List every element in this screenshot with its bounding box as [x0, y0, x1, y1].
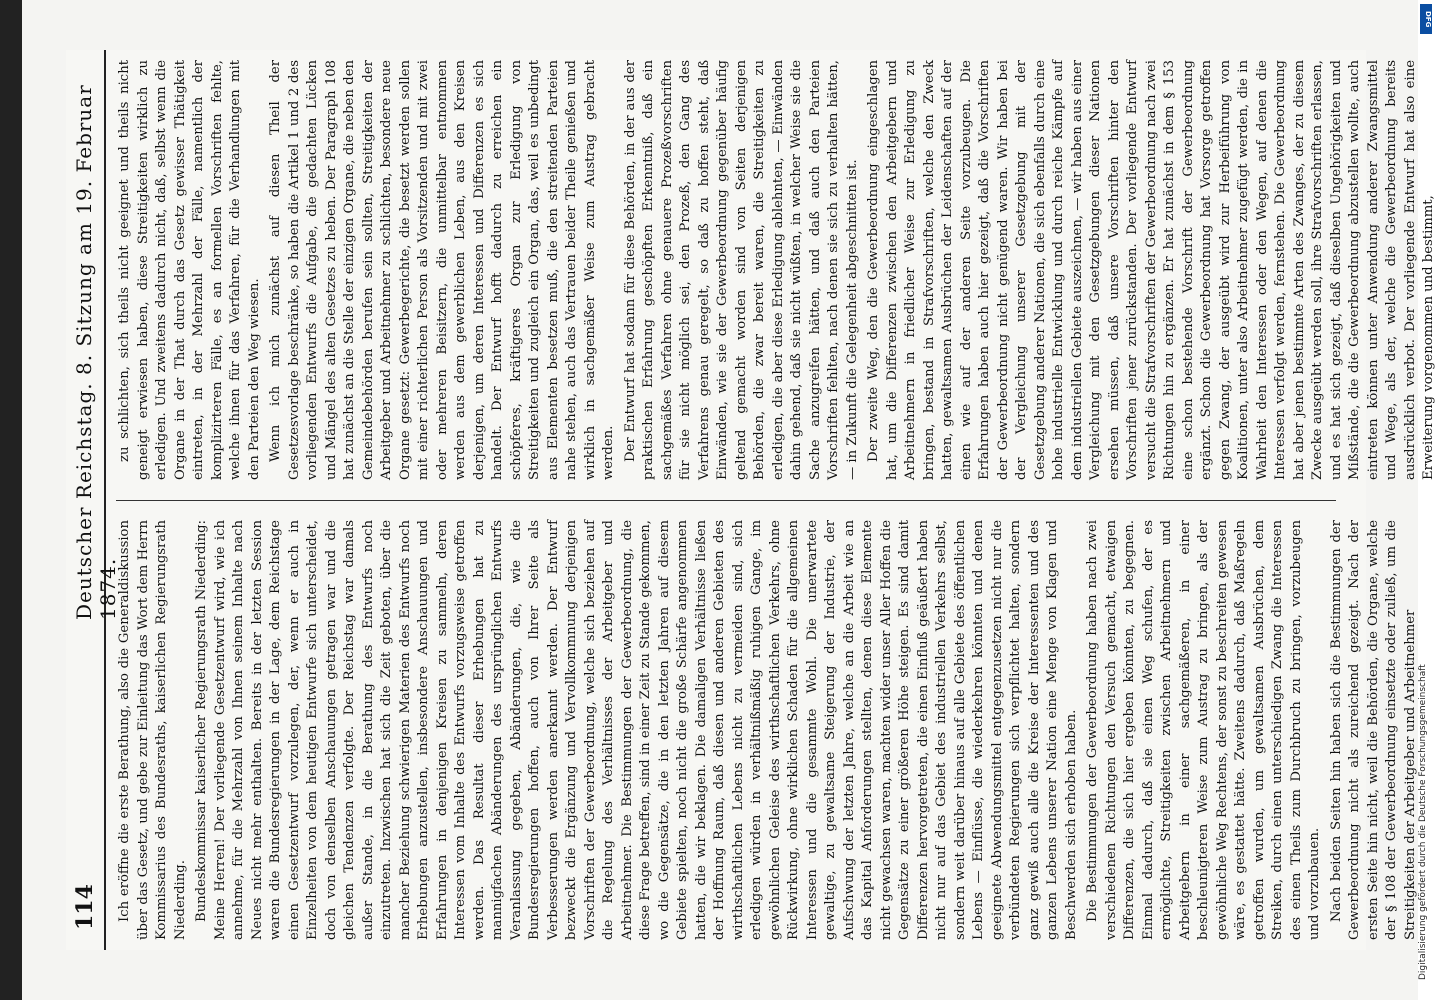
paragraph: Nach beiden Seiten hin haben sich die Bestimmungen der Gewerbeordnung nicht als zureichend gezeigt. Nach der ersten Seite hin nicht, weil die Behörden, die Organe, welche der § 108 der Gewerbeordnung einsetzte oder zuließ, um die Streitigkeiten der Arbeitgeber und Arbeitnehmer	[1328, 520, 1418, 940]
dfg-logo: DFG	[1420, 4, 1432, 34]
left-column	[116, 520, 1418, 940]
paragraph: Die Bestimmungen der Gewerbeordnung haben nach zwei verschiedenen Richtungen den Versuch gemacht, etwaigen Differenzen, die sich hier ergeben könnten, zu begegnen. Einmal dadurch, daß sie einen Weg schufen, der es ermöglichte, Streitigkeiten zwischen Arbeitnehmern und Arbeitgebern in einer sachgemäßeren, in einer beschleunigteren Weise zum Austrag zu bringen, als der gewöhnliche Weg Rechtens, der sonst zu beschreiten gewesen wäre, es gestattet hätte. Zweitens dadurch, daß Maßregeln getroffen wurden, um gewaltsamen Ausbrüchen, dem Streiken, durch einen unterschiedigen Zwang die Interessen des einen Theils zum Durchbruch zu bringen, vorzubeugen und vorzubauen.	[1085, 520, 1322, 940]
digitization-stamp	[1418, 20, 1432, 980]
paragraph: zu schlichten, sich theils nicht geeignet und theils nicht geneigt erwiesen haben, diese Streitigkeiten wirklich zu erledigen. Und zweitens dadurch nicht, daß, selbst wenn die Organe in der That durch das Gesetz gewisser Thätigkeit eintreten, in der Mehrzahl der Fälle, namentlich der komplizirteren Fälle, es an formellen Vorschriften fehlte, welche ihnen für das Verfahren, für die Verhandlungen mit den Parteien den Weg wiesen.	[117, 60, 262, 480]
column-divider	[116, 500, 1336, 501]
paragraph: Wenn ich mich zunächst auf diesen Theil der Gesetzesvorlage beschränke, so haben die Artikel 1 und 2 des vorliegenden Entwurfs die Aufgabe, die gedachten Lücken und Mängel des alten Gesetzes zu heben. Der Paragraph 108 hat zunächst an die Stelle der einzigen Organe, die neben den Gemeindebehörden berufen sein sollten, Streitigkeiten der Arbeitgeber und Arbeitnehmer zu schlichten, besondere neue Organe gesetzt: Gewerbegerichte, die besetzt werden sollen mit einer richterlichen Person als Vorsitzenden und mit zwei oder mehreren Beisitzern, die unmittelbar entnommen werden aus dem gewerblichen Leben, aus den Kreisen derjenigen, um deren Interessen und Differenzen es sich handelt. Der Entwurf hofft dadurch zu erreichen ein schöpferes, kräftigeres Organ zur Erledigung von Streitigkeiten und zugleich ein Organ, das, weil es unbedingt aus Elementen besetzen muß, die den streitenden Parteien nahe stehen, auch das Vertrauen beider Theile genießen und wirklich in sachgemäßer Weise zum Austrag gebracht werden.	[268, 60, 616, 480]
paragraph: Der zweite Weg, den die Gewerbeordnung eingeschlagen hat, um die Differenzen zwischen den Arbeitgebern und Arbeitnehmern in friedlicher Weise zur Erledigung zu bringen, bestand in Strafvorschriften, welche den Zweck hatten, gewaltsamen Ausbrüchen der Leidenschaften auf der einen wie auf der anderen Seite vorzubeugen. Die Erfahrungen haben auch hier gezeigt, daß die Vorschriften der Gewerbeordnung nicht genügend waren. Wir haben bei der Vergleichung unserer Gesetzgebung mit der Gesetzgebung anderer Nationen, die sich ebenfalls durch eine hohe industrielle Entwicklung und durch reiche Kämpfe auf dem industriellen Gebiete auszeichnen, — wir haben aus einer Vergleichung mit den Gesetzgebungen dieser Nationen ersehen müssen, daß unsere Vorschriften hinter den Vorschriften jener zurückstanden. Der vorliegende Entwurf versucht die Strafvorschriften der Gewerbeordnung nach zwei Richtungen hin zu ergänzen. Er hat zunächst in dem § 153 eine schon bestehende Vorschrift der Gewerbeordnung ergänzt. Schon die Gewerbeordnung hat Vorsorge getroffen gegen Zwang, der ausgeübt wird zur Herbeiführung von Koalitionen, unter also Arbeitnehmer zugefügt werden, die in Wahrheit den Interessen oder den Wegen, auf denen die Interessen verfolgt werden, fernstehen. Die Gewerbeordnung hat aber jenen bestimmte Arten des Zwanges, der zu diesem Zwecke ausgeübt werden soll, ihre Strafvorschriften erlassen, und es hat sich gezeigt, daß dieselben Ungehörigkeiten und Mißstände, die die Gewerbeordnung abzustellen wollte, auch eintreten können unter Anwendung anderer Zwangsmittel und Wege, als der, welche die Gewerbeordnung bereits ausdrücklich verbot. Der vorliegende Entwurf hat also eine Erweiterung vorgenommen und bestimmt,	[866, 60, 1436, 480]
stamp-text: Digitalisierung gefördert durch die Deutsche Forschungsgemeinschaft	[1418, 664, 1428, 980]
page-number: 114	[72, 884, 98, 930]
right-column	[116, 60, 1436, 480]
paragraph: Der Entwurf hat sodann für diese Behörden, in der aus der praktischen Erfahrung geschöpften Erkenntniß, daß ein sachgemäßes Verfahren ohne genauere Prozeßvorschriften für sie nicht möglich sei, den Prozeß, den Gang des Verfahrens genau geregelt, so daß zu hoffen steht, daß Einwänden, wie sie der Gewerbeordnung gegenüber häufig geltend gemacht worden sind von Seiten derjenigen Behörden, die zwar bereit waren, die Streitigkeiten zu erledigen, die aber diese Erledigung ablehnten, — Einwänden dahin gehend, daß sie nicht wüßten, in welcher Weise sie die Sache anzugreifen hätten, und daß auch den Parteien Vorschriften fehlten, nach denen sie sich zu verhalten hätten, — in Zukunft die Gelegenheit abgeschnitten ist.	[622, 60, 860, 480]
page-title: Deutscher Reichstag. 8. Sitzung am 19. Februar 1874.	[72, 84, 120, 620]
paragraph: Bundeskommissar kaiserlicher Regierungsrath Niederding: Meine Herren! Der vorliegende Gesetzentwurf wird, wie ich annehme, für die Mehrzahl von Ihnen seinem Inhalte nach Neues nicht mehr enthalten. Bereits in der letzten Session waren die Bundesregierungen in der Lage, dem Reichstage einen Gesetzentwurf vorzulegen, der, wenn er auch in Einzelheiten von dem heutigen Entwurfe sich unterscheidet, doch von denselben Anschauungen getragen war und die gleichen Tendenzen verfolgte. Der Reichstag war damals außer Stande, in die Berathung des Entwurfs noch einzutreten. Inzwischen hat sich die Zeit geboten, über die mancher Beziehung schwierigen Materien des Entwurfs noch Erhebungen anzustellen, insbesondere Anschauungen und Erfahrungen in denjenigen Kreisen zu sammeln, deren Interessen vom Inhalte des Entwurfs vorzugsweise getroffen werden. Das Resultat dieser Erhebungen hat zu mannigfachen Abänderungen des ursprünglichen Entwurfs Veranlassung gegeben, Abänderungen, die, wie die Bundesregierungen hoffen, auch von Ihrer Seite als Verbesserungen werden anerkannt werden. Der Entwurf bezweckt die Ergänzung und Vervollkommnung derjenigen Vorschriften der Gewerbeordnung, welche sich beziehen auf die Regelung des Verhältnisses der Arbeitgeber und Arbeitnehmer. Die Bestimmungen der Gewerbeordnung, die diese Frage betreffen, sind in einer Zeit zu Stande gekommen, wo die Gegensätze, die in den letzten Jahren auf diesem Gebiete spielten, noch nicht die große Schärfe angenommen hatten, die wir beklagen. Die damaligen Verhältnisse ließen der Hoffnung Raum, daß diesen und anderen Gebieten des wirthschaftlichen Lebens nicht zu vermeiden sind, sich erledigen würden in verhältnißmäßig ruhigen Gange, im gewöhnlichen Geleise des wirthschaftlichen Verkehrs, ohne Rückwirkung, ohne wirklichen Schaden für die allgemeinen Interessen und die gesammte Wohl. Die unerwartete gewaltige, zu gewaltsame Steigerung der Industrie, der Aufschwung der letzten Jahre, welche an die Arbeit wie an das Kapital Anforderungen stellten, denen diese Elemente nicht gewachsen waren, machten wider unser Aller Hoffen die Gegensätze zu einer größeren Höhe steigen. Es sind damit Differenzen hervorgetreten, die einen Einfluß geäußert haben nicht nur auf das Gebiet des industriellen Verkehrs selbst, sondern weit darüber hinaus auf alle Gebiete des öffentlichen Lebens — Einflüsse, die wiederkehren könnten und denen geeignete Abwendungsmittel entgegenzusetzen nicht nur die verbündeten Regierungen sich verpflichtet halten, sondern ganz gewiß auch alle die Kreise der Interessenten und des ganzen Lebens unserer Nation eine Menge von Klagen und Beschwerden sich erhoben haben.	[194, 520, 1079, 940]
page-header	[66, 50, 120, 950]
paragraph: Ich eröffne die erste Berathung, also die Generaldiskussion über das Gesetz, und gebe zur Einleitung das Wort dem Herrn Kommissarius des Bundesraths, kaiserlichen Regierungsrath Niederding.	[117, 520, 188, 940]
